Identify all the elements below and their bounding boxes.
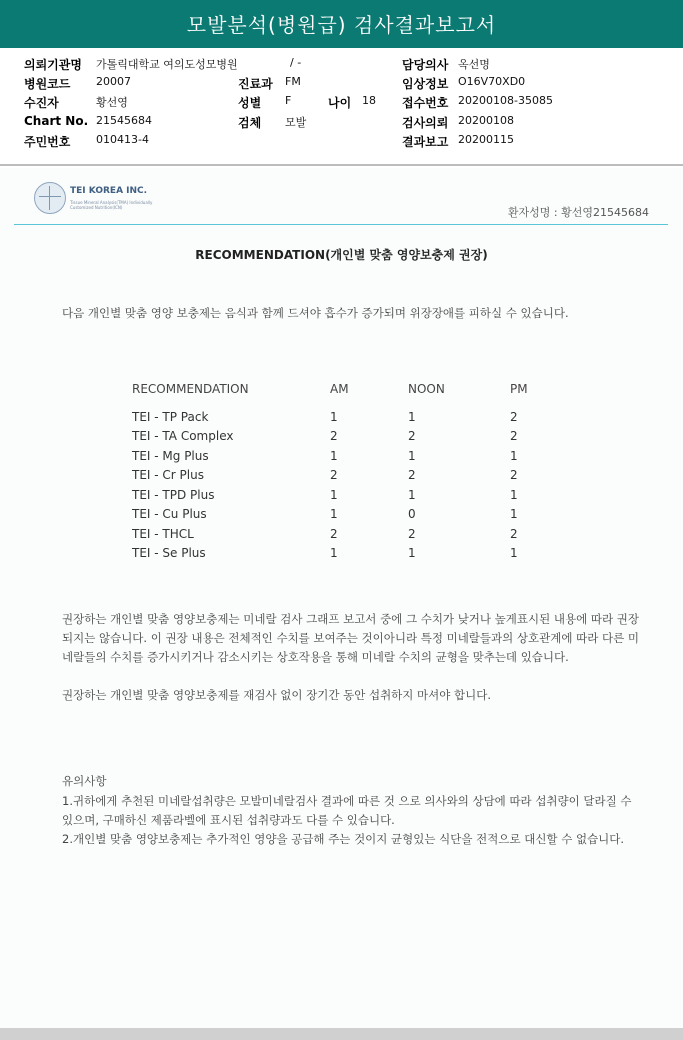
pm-dose: 2 (510, 429, 518, 443)
info-label: 임상정보 (402, 77, 449, 91)
pm-dose: 1 (510, 546, 518, 560)
info-value: 20200108 (458, 114, 514, 127)
am-dose: 1 (330, 488, 338, 502)
table-row (132, 488, 552, 507)
recommendation-title: RECOMMENDATION(개인별 맞춤 영양보충제 권장) (195, 248, 488, 262)
supplement-name: TEI - TPD Plus (132, 488, 215, 502)
info-value: 20200115 (458, 133, 514, 146)
info-value: 010413-4 (96, 133, 149, 146)
info-value: F (285, 94, 292, 107)
pm-dose: 2 (510, 527, 518, 541)
info-value: 황선영 (96, 96, 128, 109)
noon-dose: 1 (408, 546, 416, 560)
table-header (132, 382, 552, 402)
info-label: 나이 (328, 96, 352, 110)
pm-dose: 1 (510, 449, 518, 463)
noon-dose: 0 (408, 507, 416, 521)
info-label: 병원코드 (24, 77, 71, 91)
info-value: 18 (362, 94, 376, 107)
notice-text: 권장하는 개인별 맞춤 영양보충제는 미네랄 검사 그래프 보고서 중에 그 수치가 낮거나 높게표시된 내용에 따라 권장되지는 않습니다. 이 권장 내용은 전체적인 수치를 보여주는 것이아니라 특정 미네랄들과의 상호관계에 따라 다른 미네랄들의 수치를 증가시키거나 감소시키는 상호작용을 통해 미네랄 수치의 균형을 맞추는데 있습니다. (62, 612, 639, 664)
noon-dose: 2 (408, 527, 416, 541)
table-row (132, 468, 552, 487)
supplement-name: TEI - THCL (132, 527, 194, 541)
info-value: O16V70XD0 (458, 75, 526, 88)
table-row (132, 429, 552, 448)
column-header: NOON (408, 382, 445, 396)
info-label: 결과보고 (402, 135, 449, 149)
table-row (132, 546, 552, 565)
noon-dose: 2 (408, 429, 416, 443)
info-value: 모발 (285, 116, 307, 129)
info-value: 가톨릭대학교 여의도성모병원 (96, 58, 238, 71)
am-dose: 1 (330, 507, 338, 521)
supplement-name: TEI - TP Pack (132, 410, 209, 424)
table-row (132, 507, 552, 526)
info-value: 21545684 (96, 114, 152, 127)
patient-name-tag: 환자성명 : 황선영21545684 (507, 206, 649, 219)
globe-icon (34, 182, 66, 214)
info-label: 접수번호 (402, 96, 449, 110)
pm-dose: 2 (510, 468, 518, 482)
caution-title: 유의사항 (62, 774, 107, 788)
info-label: 검체 (238, 116, 262, 130)
am-dose: 1 (330, 449, 338, 463)
divider (14, 224, 668, 225)
column-header: AM (330, 382, 349, 396)
recommendation-report (0, 168, 683, 1028)
caution-text: 2.개인별 맞춤 영양보충제는 추가적인 영양을 공급해 주는 것이지 균형있는 식단을 전적으로 대신할 수 없습니다. (62, 832, 625, 846)
table-row (132, 527, 552, 546)
am-dose: 2 (330, 527, 338, 541)
supplement-name: TEI - TA Complex (132, 429, 234, 443)
supplement-name: TEI - Cu Plus (132, 507, 207, 521)
info-label: 성별 (238, 96, 262, 110)
pm-dose: 2 (510, 410, 518, 424)
info-label: 의뢰기관명 (24, 58, 82, 72)
info-value: FM (285, 75, 301, 88)
info-label: Chart No. (24, 114, 89, 128)
info-label: 수진자 (24, 96, 59, 110)
pm-dose: 1 (510, 507, 518, 521)
info-value: / - (290, 56, 302, 69)
noon-dose: 1 (408, 410, 416, 424)
info-label: 검사의뢰 (402, 116, 449, 130)
patient-info-block (0, 48, 683, 166)
info-value: 20200108-35085 (458, 94, 553, 107)
table-row (132, 410, 552, 429)
info-value: 20007 (96, 75, 131, 88)
intro-text: 다음 개인별 맞춤 영양 보충제는 음식과 함께 드셔야 흡수가 증가되며 위장장애를 피하실 수 있습니다. (62, 306, 569, 320)
info-row (0, 75, 683, 94)
info-label: 진료과 (238, 77, 273, 91)
table-row (132, 449, 552, 468)
logo-tagline: Tissue Mineral Analysis(TMA) Individually Customized Nutrition(ICN) (70, 200, 153, 210)
pm-dose: 1 (510, 488, 518, 502)
am-dose: 1 (330, 410, 338, 424)
info-row (0, 94, 683, 113)
info-value: 옥선명 (458, 58, 490, 71)
supplement-name: TEI - Mg Plus (132, 449, 209, 463)
logo-name: TEI KOREA INC. (70, 186, 148, 196)
info-label: 주민번호 (24, 135, 71, 149)
divider (0, 164, 683, 166)
tei-logo (30, 180, 160, 220)
column-header: PM (510, 382, 528, 396)
info-row (0, 133, 683, 152)
noon-dose: 1 (408, 488, 416, 502)
info-row (0, 114, 683, 133)
supplement-name: TEI - Cr Plus (132, 468, 204, 482)
page-footer-band (0, 1028, 683, 1040)
am-dose: 1 (330, 546, 338, 560)
info-label: 담당의사 (402, 58, 449, 72)
am-dose: 2 (330, 468, 338, 482)
caution-text: 1.귀하에게 추천된 미네랄섭취량은 모발미네랄검사 결과에 따른 것 으로 의사와의 상담에 따라 섭취량이 달라질 수 있으며, 구매하신 제품라벨에 표시된 섭취량과도 다를 수 있습니다. (62, 794, 632, 827)
supplement-name: TEI - Se Plus (132, 546, 206, 560)
column-header: RECOMMENDATION (132, 382, 249, 396)
report-header (0, 0, 683, 49)
noon-dose: 1 (408, 449, 416, 463)
report-title: 모발분석(병원급) 검사결과보고서 (186, 13, 497, 37)
am-dose: 2 (330, 429, 338, 443)
notice-text: 권장하는 개인별 맞춤 영양보충제를 재검사 없이 장기간 동안 섭취하지 마셔야 합니다. (62, 688, 492, 702)
noon-dose: 2 (408, 468, 416, 482)
info-row (0, 56, 683, 75)
